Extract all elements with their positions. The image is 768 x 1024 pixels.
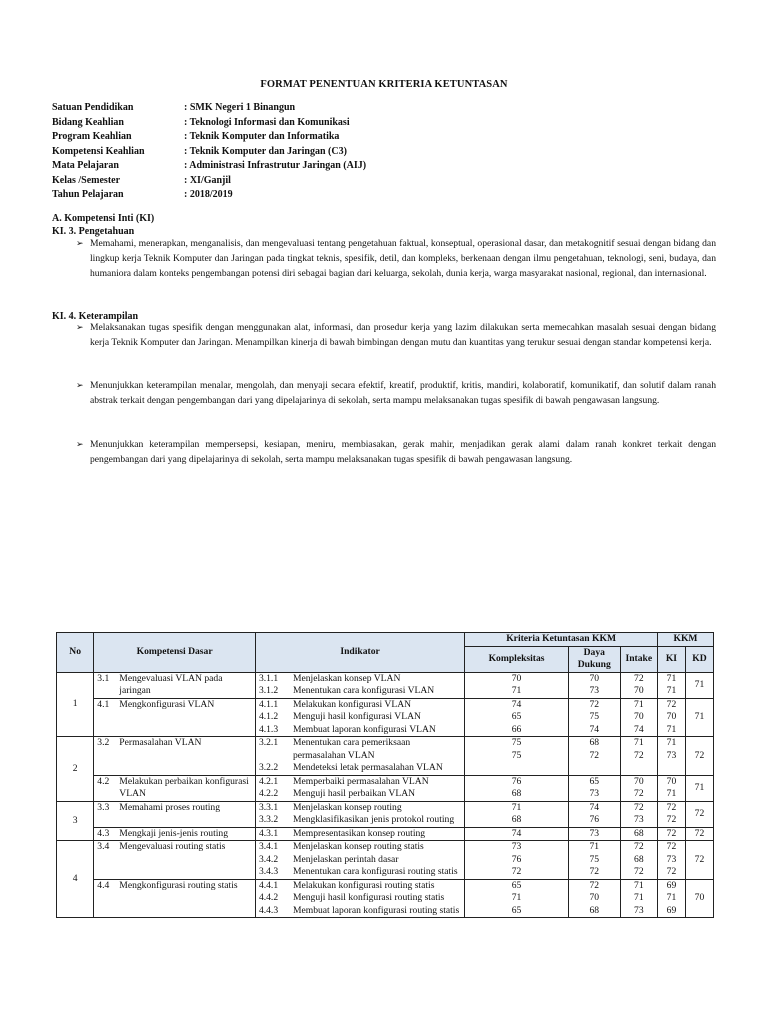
indikator-text: Menguji hasil konfigurasi routing statis [292, 892, 445, 903]
intake-value: 72 [634, 788, 644, 799]
indikator-line [259, 699, 461, 712]
ki-value: 71 [666, 892, 677, 903]
kd-number: 3.1 [97, 672, 110, 684]
komp-cell [465, 737, 569, 776]
indikator-cell [255, 827, 464, 841]
indikator-text: Memperbaiki permasalahan VLAN [292, 775, 429, 787]
kkm-table-body [57, 672, 714, 918]
identity-row [52, 102, 366, 117]
identity-label: Program Keahlian [52, 131, 132, 142]
ki-value: 71 [666, 788, 677, 799]
kd-line [97, 699, 252, 712]
kd-number: 4.2 [97, 775, 110, 787]
indikator-line [259, 866, 461, 879]
daya-cell [568, 841, 620, 880]
row-number: 2 [57, 737, 94, 802]
identity-label: Kompetensi Keahlian [52, 145, 145, 157]
arrow-bullet-icon: ➢ [76, 238, 84, 248]
indikator-number: 3.4.3 [258, 866, 279, 877]
komp-value: 75 [511, 737, 522, 748]
kd-text: Mengkaji jenis-jenis routing [119, 827, 229, 839]
daya-value: 73 [589, 685, 600, 696]
indikator-number: 4.4.1 [258, 879, 279, 891]
indikator-text: Menjelaskan konsep routing [292, 801, 402, 813]
header-no: No [57, 633, 94, 673]
daya-value: 76 [589, 814, 600, 825]
table-row [57, 698, 714, 737]
indikator-number: 4.1.2 [258, 711, 279, 722]
identity-label: Kelas /Semester [52, 174, 121, 186]
daya-value: 68 [589, 904, 600, 916]
komp-cell [465, 801, 569, 827]
intake-value: 72 [634, 866, 644, 877]
indikator-text: Menguji hasil konfigurasi VLAN [292, 711, 421, 722]
ki4-text: Menunjukkan keterampilan menalar, mengolah, dan menyaji secara efektif, kreatif, produktif, kritis, mandiri, kolaboratif, komunikatif, dan solutif dalam ranah abstrak terkait dengan pengembangan dari yang dipelajarinya di sekolah, serta mampu melaksanakan tugas spesifik di bawah pengawasan langsung. [90, 380, 716, 407]
ki-value: 71 [666, 737, 677, 748]
identity-value: : Teknologi Informasi dan Komunikasi [184, 116, 350, 128]
indikator-text: Mengklasifikasikan jenis protokol routing [292, 814, 455, 825]
kompetensi-dasar-cell [94, 698, 256, 737]
daya-value: 72 [589, 866, 600, 877]
table-row [57, 827, 714, 841]
komp-value: 71 [511, 892, 522, 903]
table-row [57, 672, 714, 698]
komp-value: 74 [511, 827, 522, 839]
komp-value: 74 [511, 698, 522, 710]
indikator-number: 4.1.3 [258, 723, 279, 735]
table-row [57, 775, 714, 801]
daya-value: 72 [589, 698, 600, 710]
daya-cell [568, 775, 620, 801]
ki3-heading: KI. 3. Pengetahuan [52, 226, 135, 237]
header-daya-dukung: Daya Dukung [568, 646, 620, 672]
intake-value: 74 [634, 723, 644, 735]
daya-value: 74 [589, 801, 600, 813]
daya-cell [568, 672, 620, 698]
ki4-text: Menunjukkan keterampilan mempersepsi, kesiapan, meniru, membiasakan, gerak mahir, menjadikan gerak alami dalam ranah konkret terkait dengan pengembangan dari yang dipelajarinya di sekolah, serta mampu melaksanakan tugas spesifik di bawah pengawasan langsung. [90, 439, 716, 466]
indikator-line [259, 814, 461, 827]
indikator-cell [255, 879, 464, 918]
kd-text: Mengevaluasi VLAN pada jaringan [119, 672, 223, 696]
header-intake: Intake [620, 646, 657, 672]
kd-line [97, 841, 252, 854]
identity-row [52, 160, 366, 175]
komp-value: 71 [511, 801, 522, 813]
identity-row [52, 146, 366, 161]
indikator-number: 3.1.2 [258, 685, 279, 696]
ki4-bullet [76, 437, 716, 467]
ki-value: 72 [666, 841, 677, 852]
indikator-text: Menjelaskan konsep VLAN [292, 672, 401, 684]
kd-text: Mengkonfigurasi VLAN [119, 698, 215, 710]
daya-value: 74 [589, 723, 600, 735]
daya-value: 70 [589, 892, 600, 903]
indikator-cell [255, 775, 464, 801]
ki3-text: Memahami, menerapkan, menganalisis, dan mengevaluasi tentang pengetahuan faktual, konseptual, operasional dasar, dan metakognitif sesuai dengan bidang dan lingkup kerja Teknik Komputer dan Jaringan pada tingkat teknis, spesifik, detil, dan kompleks, berkenaan dengan ilmu pengetahuan, teknologi, seni, budaya, dan humaniora dalam konteks pengembangan potensi diri sebagai bagian dari keluarga, sekolah, dunia kerja, warga masyarakat nasional, regional, dan internasional. [90, 238, 716, 280]
identity-value: : XI/Ganjil [184, 174, 231, 186]
daya-value: 72 [589, 879, 600, 891]
komp-cell [465, 841, 569, 880]
komp-cell [465, 879, 569, 918]
ki-value: 73 [666, 853, 677, 865]
row-number: 4 [57, 841, 94, 918]
intake-value: 71 [634, 698, 644, 710]
komp-cell [465, 775, 569, 801]
indikator-text: Membuat laporan konfigurasi routing statis [292, 904, 460, 916]
komp-cell [465, 672, 569, 698]
ki-cell [657, 737, 685, 776]
intake-value: 72 [634, 672, 644, 684]
row-number: 1 [57, 672, 94, 737]
kompetensi-dasar-cell [94, 775, 256, 801]
indikator-cell [255, 698, 464, 737]
kd-line [97, 776, 252, 801]
table-row [57, 737, 714, 776]
kompetensi-dasar-cell [94, 737, 256, 776]
indikator-line [259, 892, 461, 905]
indikator-line [259, 685, 461, 698]
indikator-line [259, 724, 461, 737]
header-ki: KI [657, 646, 685, 672]
intake-value: 72 [634, 801, 644, 813]
komp-value: 65 [511, 879, 522, 891]
indikator-line [259, 737, 461, 762]
kd-line [97, 737, 252, 750]
daya-value: 75 [589, 711, 600, 722]
daya-cell [568, 801, 620, 827]
ki4-heading: KI. 4. Keterampilan [52, 311, 139, 322]
ki-cell [657, 698, 685, 737]
intake-cell [620, 827, 657, 841]
daya-value: 73 [589, 788, 600, 799]
kd-line [97, 828, 252, 841]
komp-value: 68 [511, 788, 522, 799]
ki4-text: Melaksanakan tugas spesifik dengan menggunakan alat, informasi, dan prosedur kerja yang lazim dilakukan serta memecahkan masalah sesuai dengan bidang kerja Teknik Komputer dan Jaringan. Menampilkan kinerja di bawah bimbingan dengan mutu dan kuantitas yang terukur sesuai dengan standar kompetensi kerja. [90, 322, 716, 349]
section-a-heading: A. Kompetensi Inti (KI) [52, 213, 155, 224]
identity-value: : Teknik Komputer dan Informatika [184, 131, 340, 142]
kd-text: Mengkonfigurasi routing statis [119, 879, 238, 891]
komp-value: 66 [511, 723, 522, 735]
kd-value: 70 [685, 879, 713, 918]
arrow-bullet-icon: ➢ [76, 322, 84, 332]
intake-value: 70 [634, 711, 644, 722]
kd-value: 72 [685, 801, 713, 827]
daya-cell [568, 827, 620, 841]
intake-value: 71 [634, 879, 644, 891]
identity-label: Mata Pelajaran [52, 160, 119, 171]
kd-value: 71 [685, 775, 713, 801]
kd-line [97, 802, 252, 815]
daya-cell [568, 698, 620, 737]
komp-value: 70 [511, 672, 522, 684]
intake-cell [620, 775, 657, 801]
daya-value: 65 [589, 775, 600, 787]
indikator-text: Menjelaskan perintah dasar [292, 853, 399, 865]
indikator-number: 3.1.1 [258, 672, 279, 684]
komp-value: 76 [511, 853, 522, 865]
table-row [57, 841, 714, 880]
indikator-line [259, 711, 461, 724]
ki-value: 69 [666, 904, 677, 916]
row-number: 3 [57, 801, 94, 841]
indikator-cell [255, 801, 464, 827]
daya-value: 72 [589, 749, 600, 761]
table-row [57, 879, 714, 918]
ki-value: 72 [666, 866, 677, 877]
indikator-text: Menentukan cara konfigurasi routing statis [292, 866, 458, 877]
indikator-number: 4.3.1 [258, 827, 279, 839]
identity-row [52, 131, 366, 146]
indikator-text: Menjelaskan konsep routing statis [292, 841, 424, 852]
ki4-bullet [76, 320, 716, 350]
intake-value: 70 [634, 775, 644, 787]
ki-value: 72 [666, 801, 677, 813]
indikator-line [259, 762, 461, 775]
ki-value: 71 [666, 685, 677, 696]
kd-text: Melakukan perbaikan konfigurasi VLAN [119, 775, 249, 799]
kd-number: 3.2 [97, 737, 110, 748]
kd-value: 72 [685, 737, 713, 776]
kd-number: 4.3 [97, 827, 110, 839]
indikator-number: 4.2.1 [258, 775, 279, 787]
komp-cell [465, 827, 569, 841]
ki-value: 73 [666, 749, 677, 761]
ki-value: 70 [666, 711, 677, 722]
intake-cell [620, 841, 657, 880]
indikator-text: Menentukan cara konfigurasi VLAN [292, 685, 435, 696]
indikator-number: 4.1.1 [258, 698, 279, 710]
intake-value: 73 [634, 904, 644, 916]
identity-value: : 2018/2019 [184, 189, 233, 200]
kd-value: 71 [685, 672, 713, 698]
indikator-number: 3.3.2 [258, 814, 279, 825]
header-kriteria: Kriteria Ketuntasan KKM [465, 633, 658, 647]
kd-value: 71 [685, 698, 713, 737]
identity-value: : SMK Negeri 1 Binangun [184, 102, 296, 113]
indikator-line [259, 802, 461, 815]
ki-value: 69 [666, 879, 677, 891]
kompetensi-dasar-cell [94, 801, 256, 827]
identity-block [52, 102, 366, 204]
kd-text: Permasalahan VLAN [119, 737, 202, 748]
indikator-cell [255, 737, 464, 776]
indikator-cell [255, 841, 464, 880]
ki-cell [657, 672, 685, 698]
komp-value: 72 [511, 866, 522, 877]
kompetensi-dasar-cell [94, 827, 256, 841]
kd-line [97, 880, 252, 893]
identity-label: Satuan Pendidikan [52, 102, 134, 113]
ki-cell [657, 801, 685, 827]
daya-value: 71 [589, 841, 600, 852]
kd-value: 72 [685, 827, 713, 841]
identity-value: : Teknik Komputer dan Jaringan (C3) [184, 145, 347, 157]
ki-value: 71 [666, 672, 677, 684]
indikator-text: Mempresentasikan konsep routing [292, 827, 426, 839]
ki-cell [657, 827, 685, 841]
intake-cell [620, 801, 657, 827]
indikator-number: 3.2.1 [258, 737, 279, 748]
daya-value: 68 [589, 737, 600, 748]
indikator-line [259, 854, 461, 867]
identity-row [52, 189, 366, 204]
intake-value: 70 [634, 685, 644, 696]
daya-cell [568, 737, 620, 776]
kkm-table [56, 632, 714, 918]
identity-row [52, 117, 366, 132]
komp-value: 65 [511, 904, 522, 916]
komp-value: 76 [511, 775, 522, 787]
komp-value: 68 [511, 814, 522, 825]
identity-label: Bidang Keahlian [52, 116, 124, 128]
ki-value: 70 [666, 775, 677, 787]
ki-value: 72 [666, 698, 677, 710]
intake-cell [620, 879, 657, 918]
intake-value: 68 [634, 853, 644, 865]
ki-value: 71 [666, 723, 677, 735]
indikator-number: 4.2.2 [258, 788, 279, 799]
kd-number: 3.4 [97, 841, 110, 852]
ki-value: 72 [666, 814, 677, 825]
indikator-number: 3.2.2 [258, 762, 279, 773]
table-row [57, 801, 714, 827]
komp-value: 65 [511, 711, 522, 722]
identity-row [52, 175, 366, 190]
indikator-line [259, 880, 461, 893]
indikator-text: Mendeteksi letak permasalahan VLAN [292, 762, 443, 773]
komp-value: 75 [511, 749, 522, 761]
header-kompetensi-dasar: Kompetensi Dasar [94, 633, 256, 673]
indikator-line [259, 788, 461, 801]
komp-cell [465, 698, 569, 737]
kompetensi-dasar-cell [94, 879, 256, 918]
ki-cell [657, 841, 685, 880]
komp-value: 73 [511, 841, 522, 852]
header-kompleksitas: Kompleksitas [465, 646, 569, 672]
kd-number: 4.4 [97, 879, 110, 891]
indikator-number: 3.4.1 [258, 841, 279, 852]
intake-cell [620, 737, 657, 776]
indikator-cell [255, 672, 464, 698]
komp-value: 71 [511, 685, 522, 696]
kompetensi-dasar-cell [94, 672, 256, 698]
ki4-bullet [76, 378, 716, 408]
indikator-line [259, 905, 461, 918]
indikator-text: Melakukan konfigurasi routing statis [292, 879, 435, 891]
header-indikator: Indikator [255, 633, 464, 673]
identity-label: Tahun Pelajaran [52, 189, 124, 200]
indikator-text: Menentukan cara pemeriksaan permasalahan VLAN [292, 737, 411, 761]
indikator-line [259, 673, 461, 686]
ki-cell [657, 775, 685, 801]
identity-value: : Administrasi Infrastrutur Jaringan (AIJ) [184, 160, 367, 171]
kompetensi-dasar-cell [94, 841, 256, 880]
daya-value: 70 [589, 672, 600, 684]
indikator-line [259, 776, 461, 789]
kd-line [97, 673, 252, 698]
indikator-line [259, 841, 461, 854]
kd-value: 72 [685, 841, 713, 880]
intake-value: 73 [634, 814, 644, 825]
intake-value: 72 [634, 749, 644, 761]
intake-cell [620, 672, 657, 698]
indikator-number: 3.3.1 [258, 801, 279, 813]
daya-cell [568, 879, 620, 918]
header-kd: KD [685, 646, 713, 672]
document-title: FORMAT PENENTUAN KRITERIA KETUNTASAN [260, 79, 508, 90]
arrow-bullet-icon: ➢ [76, 439, 84, 449]
indikator-text: Melakukan konfigurasi VLAN [292, 698, 412, 710]
daya-value: 75 [589, 853, 600, 865]
kd-text: Mengevaluasi routing statis [119, 841, 226, 852]
intake-value: 71 [634, 737, 644, 748]
indikator-text: Menguji hasil perbaikan VLAN [292, 788, 416, 799]
indikator-line [259, 828, 461, 841]
kd-number: 3.3 [97, 801, 110, 813]
ki3-bullet [76, 236, 716, 282]
indikator-number: 3.4.2 [258, 853, 279, 865]
indikator-number: 4.4.3 [258, 904, 279, 916]
kd-number: 4.1 [97, 698, 110, 710]
daya-value: 73 [589, 827, 600, 839]
intake-cell [620, 698, 657, 737]
intake-value: 68 [634, 827, 644, 839]
header-kkm: KKM [657, 633, 713, 647]
kd-text: Memahami proses routing [119, 801, 221, 813]
indikator-number: 4.4.2 [258, 892, 279, 903]
ki-cell [657, 879, 685, 918]
arrow-bullet-icon: ➢ [76, 380, 84, 390]
intake-value: 72 [634, 841, 644, 852]
ki-value: 72 [666, 827, 677, 839]
intake-value: 71 [634, 892, 644, 903]
indikator-text: Membuat laporan konfigurasi VLAN [292, 723, 436, 735]
